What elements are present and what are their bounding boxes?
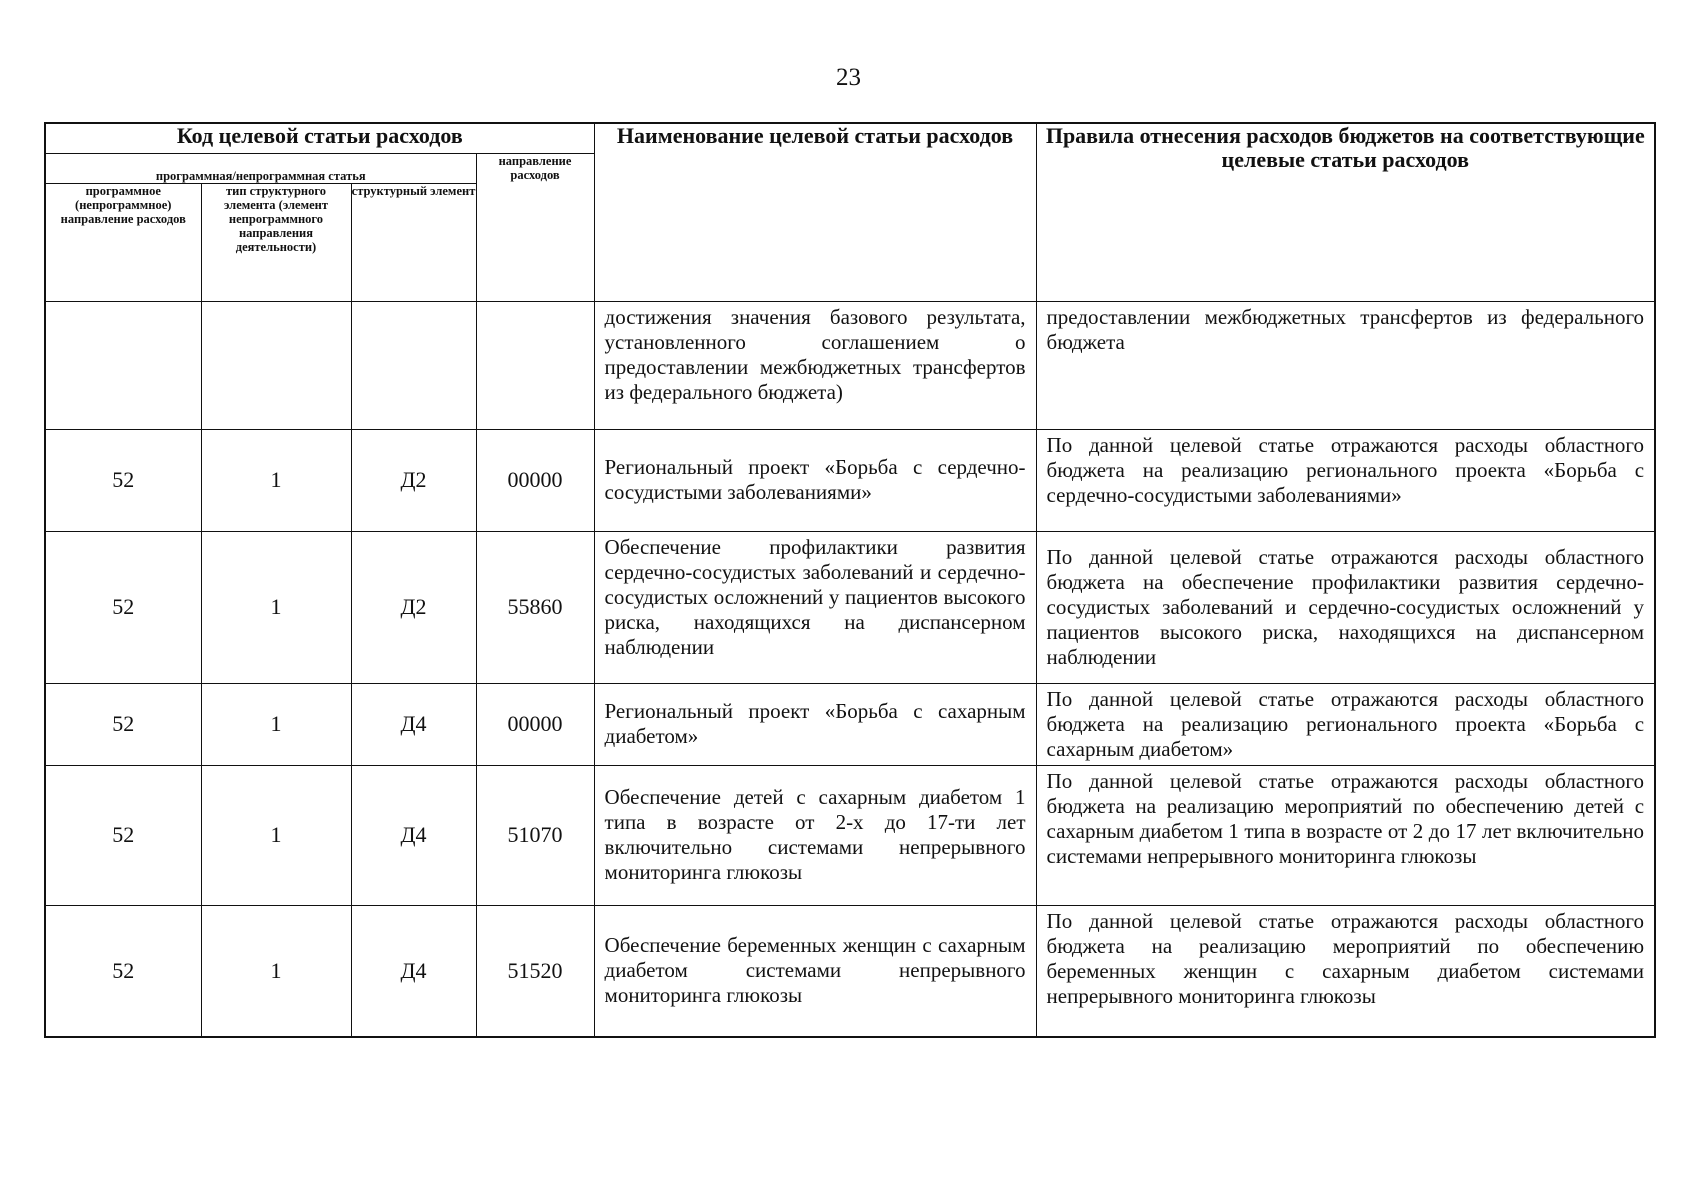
- rule-cell: По данной целевой статье отражаются расходы областного бюджета на реализацию мероприятий по обеспечению детей с сахарным диабетом 1 типа в возрасте от 2 до 17 лет включительно системами непрерывного мониторинга глюкозы: [1036, 765, 1655, 905]
- page-number: 23: [836, 64, 861, 91]
- type-cell: 1: [201, 905, 351, 1037]
- name-cell: Обеспечение беременных женщин с сахарным диабетом системами непрерывного мониторинга глюкозы: [594, 905, 1036, 1037]
- rule-cell: По данной целевой статье отражаются расходы областного бюджета на реализацию регионального проекта «Борьба с сахарным диабетом»: [1036, 683, 1655, 765]
- table-row: [45, 301, 1655, 429]
- direction-cell: 51520: [476, 905, 594, 1037]
- type-cell: 1: [201, 765, 351, 905]
- direction-cell: [476, 301, 594, 429]
- rule-cell: По данной целевой статье отражаются расходы областного бюджета на реализацию регионального проекта «Борьба с сердечно-сосудистыми заболеваниями»: [1036, 429, 1655, 531]
- table-row: [45, 905, 1655, 1037]
- name-cell: Обеспечение профилактики развития сердечно-сосудистых заболеваний и сердечно-сосудистых осложнений у пациентов высокого риска, находящихся на диспансерном наблюдении: [594, 531, 1036, 683]
- table-row: [45, 531, 1655, 683]
- structural-element-header: структурный элемент: [351, 183, 476, 301]
- element-cell: Д2: [351, 531, 476, 683]
- rule-cell: предоставлении межбюджетных трансфертов из федерального бюджета: [1036, 301, 1655, 429]
- direction-cell: 00000: [476, 429, 594, 531]
- name-cell: Региональный проект «Борьба с сердечно-сосудистыми заболеваниями»: [594, 429, 1036, 531]
- type-cell: 1: [201, 683, 351, 765]
- name-cell: Обеспечение детей с сахарным диабетом 1 типа в возрасте от 2-х до 17-ти лет включительно системами непрерывного мониторинга глюкозы: [594, 765, 1036, 905]
- rule-cell: По данной целевой статье отражаются расходы областного бюджета на реализацию мероприятий по обеспечению беременных женщин с сахарным диабетом системами непрерывного мониторинга глюкозы: [1036, 905, 1655, 1037]
- table-row: [45, 765, 1655, 905]
- name-header: Наименование целевой статьи расходов: [594, 123, 1036, 301]
- program-direction-header: программное (непрограммное) направление расходов: [45, 183, 201, 301]
- program-cell: 52: [45, 683, 201, 765]
- program-cell: 52: [45, 905, 201, 1037]
- name-cell: достижения значения базового результата, установленного соглашением о предоставлении межбюджетных трансфертов из федерального бюджета): [594, 301, 1036, 429]
- table-row: [45, 683, 1655, 765]
- budget-classification-table: [44, 122, 1656, 1038]
- direction-cell: 00000: [476, 683, 594, 765]
- program-statute-header: программная/непрограммная статья: [45, 153, 476, 183]
- program-cell: 52: [45, 765, 201, 905]
- type-cell: 1: [201, 429, 351, 531]
- element-cell: Д4: [351, 765, 476, 905]
- name-cell: Региональный проект «Борьба с сахарным диабетом»: [594, 683, 1036, 765]
- program-cell: 52: [45, 429, 201, 531]
- program-cell: [45, 301, 201, 429]
- type-cell: [201, 301, 351, 429]
- code-header: Код целевой статьи расходов: [45, 123, 594, 153]
- element-cell: Д2: [351, 429, 476, 531]
- structural-type-header: тип структурного элемента (элемент непрограммного направления деятельности): [201, 183, 351, 301]
- element-cell: Д4: [351, 905, 476, 1037]
- type-cell: 1: [201, 531, 351, 683]
- direction-cell: 55860: [476, 531, 594, 683]
- element-cell: Д4: [351, 683, 476, 765]
- rules-header: Правила отнесения расходов бюджетов на соответствующие целевые статьи расходов: [1036, 123, 1655, 301]
- rule-cell: По данной целевой статье отражаются расходы областного бюджета на обеспечение профилактики развития сердечно-сосудистых заболеваний и сердечно-сосудистых осложнений у пациентов высокого риска, находящихся на диспансерном наблюдении: [1036, 531, 1655, 683]
- direction-cell: 51070: [476, 765, 594, 905]
- element-cell: [351, 301, 476, 429]
- direction-header: направление расходов: [476, 153, 594, 301]
- program-cell: 52: [45, 531, 201, 683]
- table-row: [45, 429, 1655, 531]
